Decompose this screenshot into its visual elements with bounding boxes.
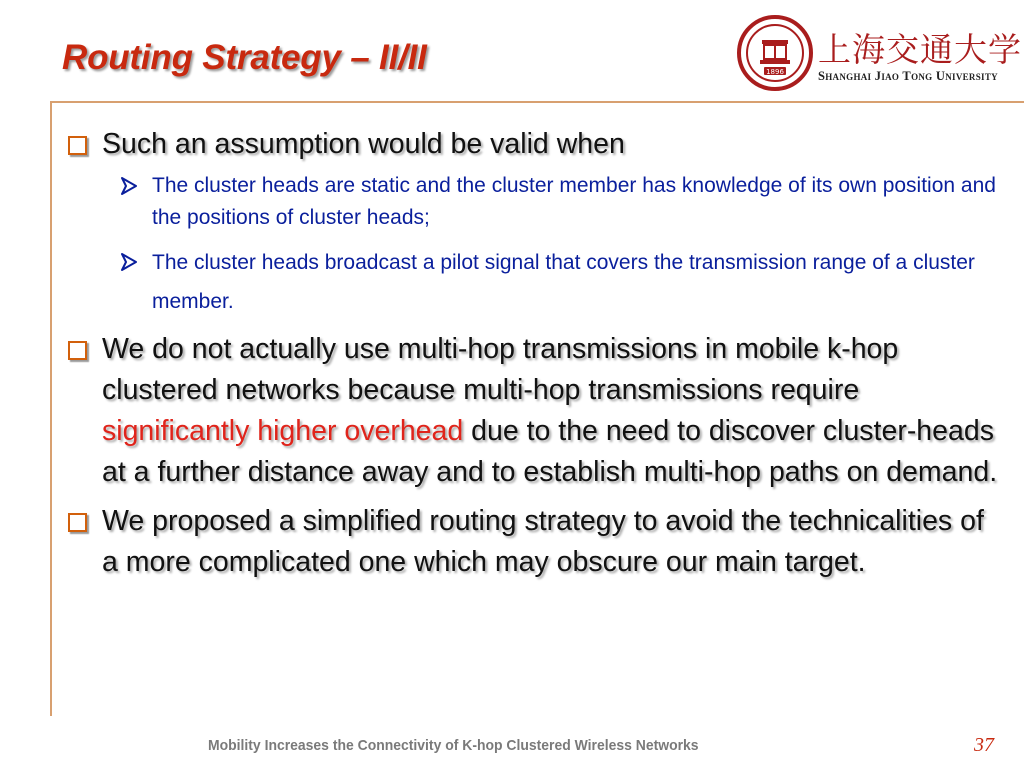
sub-bullet-text: The cluster heads are static and the cluster member has knowledge of its own position and the positions of cluster heads; <box>152 174 996 229</box>
bullet-assumption <box>64 124 1004 165</box>
slide-title: Routing Strategy – II/II <box>62 38 427 77</box>
arrow-bullet-icon <box>118 247 140 277</box>
university-seal-icon <box>736 14 814 92</box>
left-rule <box>50 101 52 716</box>
bullet-text-start: We do not actually use multi-hop transmissions in mobile k-hop clustered networks because multi-hop transmissions require <box>102 333 899 406</box>
sub-bullet-pilot-signal <box>64 243 1004 321</box>
checkbox-bullet-icon <box>68 341 87 360</box>
bullet-multihop <box>64 329 1004 493</box>
university-name-english: Shanghai Jiao Tong University <box>818 69 998 83</box>
checkbox-bullet-icon <box>68 136 87 155</box>
header-divider <box>50 101 1024 103</box>
sub-bullet-text: The cluster heads broadcast a pilot signal that covers the transmission range of a cluster member. <box>152 251 975 313</box>
university-logo <box>736 14 1022 94</box>
arrow-bullet-icon <box>118 171 140 201</box>
page-number: 37 <box>974 734 994 756</box>
checkbox-bullet-icon <box>68 513 87 532</box>
bullet-simplified-strategy <box>64 501 1004 583</box>
slide-body <box>64 124 1004 583</box>
highlighted-phrase: significantly higher overhead <box>102 415 464 447</box>
university-name-chinese: 上海交通大学 <box>818 30 1022 69</box>
bullet-text: Such an assumption would be valid when <box>102 128 625 160</box>
bullet-text-end: due to the need to discover cluster-heads at a further distance away and to establish multi-hop paths on demand. <box>102 415 998 488</box>
sub-bullet-static-heads <box>64 170 1004 234</box>
footer-title: Mobility Increases the Connectivity of K-hop Clustered Wireless Networks <box>208 737 699 754</box>
bullet-text: We proposed a simplified routing strategy to avoid the technicalities of a more complicated one which may obscure our main target. <box>102 505 984 578</box>
svg-text:1896: 1896 <box>766 68 784 76</box>
